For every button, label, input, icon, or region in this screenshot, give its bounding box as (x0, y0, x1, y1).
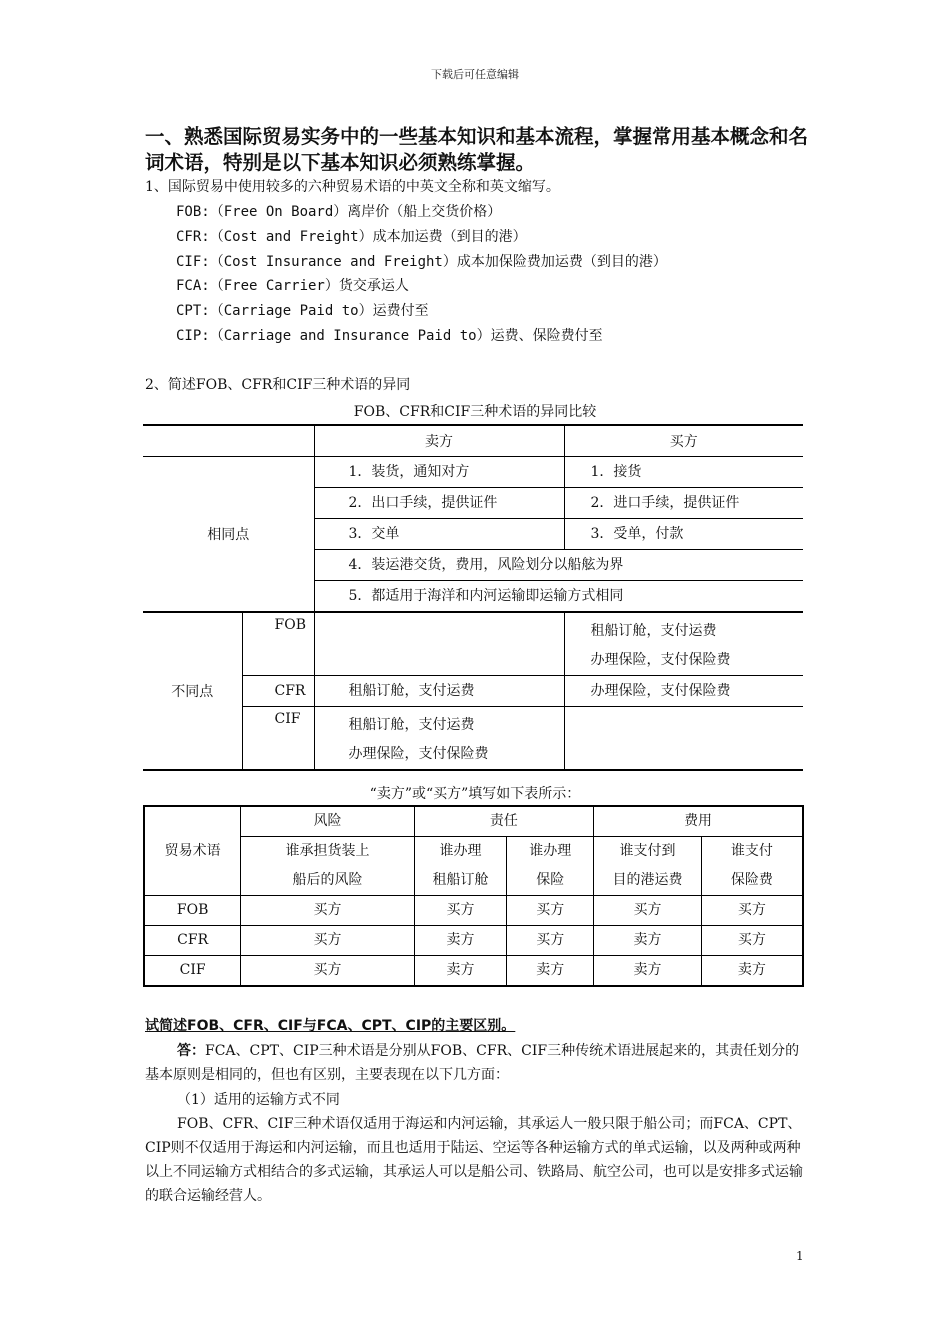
diff-term-cif: CIF (242, 707, 314, 771)
who-cell: 买方 (701, 926, 803, 956)
diff-cfr-buyer: 办理保险，支付保险费 (564, 676, 803, 707)
who-group-duty: 责任 (414, 806, 593, 837)
who-row-cif (144, 956, 803, 987)
point-1: （1）适用的运输方式不同 (177, 1092, 340, 1108)
who-sub-5: 谁支付 保险费 (701, 837, 803, 896)
who-row-fob (144, 896, 803, 926)
question-1: 1、国际贸易中使用较多的六种贸易术语的中英文全称和英文缩写。 (145, 179, 560, 195)
who-cell: 卖方 (414, 926, 507, 956)
same-span-5: 5．都适用于海洋和内河运输即运输方式相同 (314, 581, 803, 613)
diff-fob-buyer-line1: 租船订舱，支付运费 (590, 623, 717, 639)
term-cfr: CFR:（Cost and Freight）成本加运费（到目的港） (176, 229, 527, 245)
point-1-text: FOB、CFR、CIF三种术语仅适用于海运和内河运输，其承运人一般只限于船公司；而FCA、CPT、CIP则不仅适用于海运和内河运输，而且也适用于陆运、空运等各种运输方式的单式运输，以及两种或两种以上不同运输方式相结合的多式运输，其承运人可以是船公司、铁路局、航空公司，也可以是安排多式运输的联合运输经营人。 (145, 1116, 803, 1204)
diff-fob-buyer (564, 612, 803, 676)
diff-term-fob: FOB (242, 612, 314, 676)
same-buyer-2: 2．进口手续，提供证件 (564, 488, 803, 519)
term-cif: CIF:（Cost Insurance and Freight）成本加保险费加运费（到目的港） (176, 254, 667, 270)
diff-fob-buyer-line2: 办理保险，支付保险费 (590, 652, 731, 668)
diff-term-cfr: CFR (242, 676, 314, 707)
who-term-header: 贸易术语 (144, 806, 241, 896)
who-sub-3: 谁办理 保险 (507, 837, 594, 896)
who-cell: 买方 (507, 896, 594, 926)
same-span-4: 4．装运港交货，费用，风险划分以船舷为界 (314, 550, 803, 581)
answer-text: FCA、CPT、CIP三种术语是分别从FOB、CFR、CIF三种传统术语进展起来的，其责任划分的基本原则是相同的，但也有区别，主要表现在以下几方面： (145, 1043, 800, 1083)
same-buyer-1: 1．接货 (564, 457, 803, 488)
seller-header: 卖方 (314, 425, 564, 457)
who-cell: 买方 (414, 896, 507, 926)
diff-cif-seller-line1: 租船订舱，支付运费 (348, 717, 475, 733)
diff-cif-seller (314, 707, 564, 771)
page-header: 下载后可任意编辑 (431, 68, 519, 81)
who-cell: 卖方 (594, 926, 702, 956)
who-cell: 买方 (241, 926, 414, 956)
who-cell: 买方 (241, 956, 414, 987)
buyer-header: 买方 (564, 425, 803, 457)
who-sub-2: 谁办理 租船订舱 (414, 837, 507, 896)
diff-cif-seller-line2: 办理保险，支付保险费 (348, 746, 489, 762)
who-cell: 卖方 (701, 956, 803, 987)
page-number: 1 (796, 1249, 804, 1263)
compare-caption: FOB、CFR和CIF三种术语的异同比较 (353, 404, 597, 420)
who-group-cost: 费用 (594, 806, 803, 837)
who-cell: 买方 (701, 896, 803, 926)
who-cell: 卖方 (507, 956, 594, 987)
same-buyer-3: 3．受单，付款 (564, 519, 803, 550)
term-fca: FCA:（Free Carrier）货交承运人 (176, 278, 409, 294)
term-fob: FOB:（Free On Board）离岸价（船上交货价格） (176, 204, 502, 220)
compare-table (143, 424, 803, 771)
term-cip: CIP:（Carriage and Insurance Paid to）运费、保险费付至 (176, 328, 603, 344)
answer-paragraph (145, 1039, 805, 1087)
answer-label: 答： (177, 1043, 205, 1059)
who-row-term: FOB (144, 896, 241, 926)
who-cell: 买方 (594, 896, 702, 926)
who-cell: 买方 (241, 896, 414, 926)
corner-cell (143, 425, 314, 457)
diff-cif-buyer (564, 707, 803, 771)
same-seller-2: 2．出口手续，提供证件 (314, 488, 564, 519)
who-sub-1: 谁承担货装上 船后的风险 (241, 837, 414, 896)
same-seller-3: 3．交单 (314, 519, 564, 550)
who-cell: 卖方 (414, 956, 507, 987)
term-cpt: CPT:（Carriage Paid to）运费付至 (176, 303, 429, 319)
section-title: 一、熟悉国际贸易实务中的一些基本知识和基本流程，掌握常用基本概念和名词术语，特别是以下基本知识必须熟练掌握。 (145, 125, 809, 174)
question-2: 2、简述FOB、CFR和CIF三种术语的异同 (145, 377, 411, 393)
who-group-risk: 风险 (241, 806, 414, 837)
who-caption: “卖方”或“买方”填写如下表所示： (369, 786, 581, 802)
who-row-term: CIF (144, 956, 241, 987)
same-label: 相同点 (143, 457, 314, 613)
who-cell: 买方 (507, 926, 594, 956)
who-cell: 卖方 (594, 956, 702, 987)
question-3: 试简述FOB、CFR、CIF与FCA、CPT、CIP的主要区别。 (145, 1018, 516, 1034)
diff-fob-seller (314, 612, 564, 676)
diff-cfr-seller: 租船订舱，支付运费 (314, 676, 564, 707)
who-sub-4: 谁支付到 目的港运费 (594, 837, 702, 896)
same-seller-1: 1．装货，通知对方 (314, 457, 564, 488)
who-row-cfr (144, 926, 803, 956)
diff-label: 不同点 (143, 612, 242, 770)
who-table (143, 805, 804, 987)
who-row-term: CFR (144, 926, 241, 956)
